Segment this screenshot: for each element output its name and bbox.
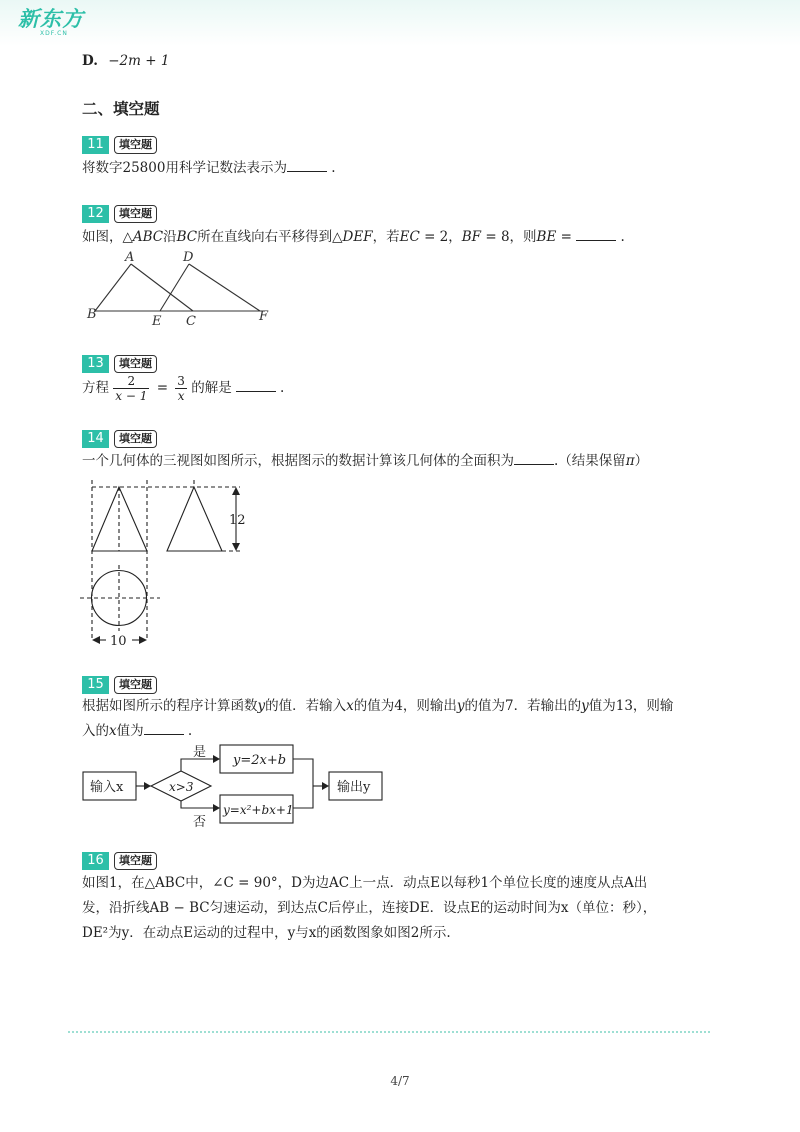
question-type-tag: 填空题 <box>114 136 157 154</box>
fraction-left: $\frac{2}{x - 1}$ <box>115 374 148 403</box>
option-label: D. <box>82 53 98 69</box>
flow-formula-bottom: y=x²+bx+1 <box>223 803 294 817</box>
dimension-height: 12 <box>229 513 246 528</box>
flow-formula-top: y=2x+b <box>233 753 287 768</box>
question-number-13: 13 <box>82 355 109 373</box>
question-number-16: 16 <box>82 852 109 870</box>
question-13-text: 方程 $\frac{2}{x - 1}$ = $\frac{3}{x}$ 的解是 . <box>82 374 285 403</box>
question-16-line-1: 如图1，在△ABC中，∠C = 90°，D为边AC上一点．动点E以每秒1个单位长度的速度从点A出 <box>82 875 648 891</box>
question-16-line-2: 发，沿折线AB − BC匀速运动，到达点C后停止，连接DE．设点E的运动时间为x（单位：秒）， <box>82 900 657 916</box>
flow-yes: 是 <box>193 745 207 760</box>
fig-label-f: F <box>259 309 269 324</box>
section-title: 二、填空题 <box>82 100 160 118</box>
q11-end: . <box>331 160 336 176</box>
dimension-width: 10 <box>110 634 127 649</box>
question-type-tag: 填空题 <box>114 430 157 448</box>
fraction-right: $\frac{3}{x}$ <box>177 374 185 403</box>
logo-subtext: XDF.CN <box>40 30 68 37</box>
page-number: 4/7 <box>390 1074 410 1088</box>
question-type-tag: 填空题 <box>114 355 157 373</box>
question-number-11: 11 <box>82 136 109 154</box>
question-type-tag: 填空题 <box>114 676 157 694</box>
question-number-15: 15 <box>82 676 109 694</box>
fig-label-b: B <box>87 307 97 322</box>
question-16-line-3: DE²为y．在动点E运动的过程中，y与x的函数图象如图2所示. <box>82 925 451 941</box>
question-type-tag: 填空题 <box>114 205 157 223</box>
footer-divider <box>68 1031 710 1033</box>
flow-no: 否 <box>193 815 207 830</box>
question-type-tag: 填空题 <box>114 852 157 870</box>
question-12-text: 如图，△ABC沿BC所在直线向右平移得到△DEF，若EC = 2，BF = 8，则BE = . <box>82 229 625 245</box>
question-15-line-2: 入的x值为 . <box>82 723 193 739</box>
fig-label-c: C <box>186 314 196 329</box>
fig-label-d: D <box>183 250 194 265</box>
flow-output: 输出y <box>337 780 371 795</box>
fig-label-a: A <box>125 250 135 265</box>
fig-label-e: E <box>152 314 162 329</box>
flow-condition: x>3 <box>169 780 194 794</box>
question-number-12: 12 <box>82 205 109 223</box>
option-expr: −2m + 1 <box>108 53 170 69</box>
flow-input: 输入x <box>90 780 124 795</box>
q11-stem: 将数字25800用科学记数法表示为 <box>82 160 287 176</box>
question-14-text: 一个几何体的三视图如图所示，根据图示的数据计算该几何体的全面积为 .（结果保留π） <box>82 453 649 469</box>
question-number-14: 14 <box>82 430 109 448</box>
logo-text: 新东方 <box>18 7 84 31</box>
question-15-line-1: 根据如图所示的程序计算函数y的值．若输入x的值为4，则输出y的值为7．若输出的y值为13，则输 <box>82 698 674 714</box>
